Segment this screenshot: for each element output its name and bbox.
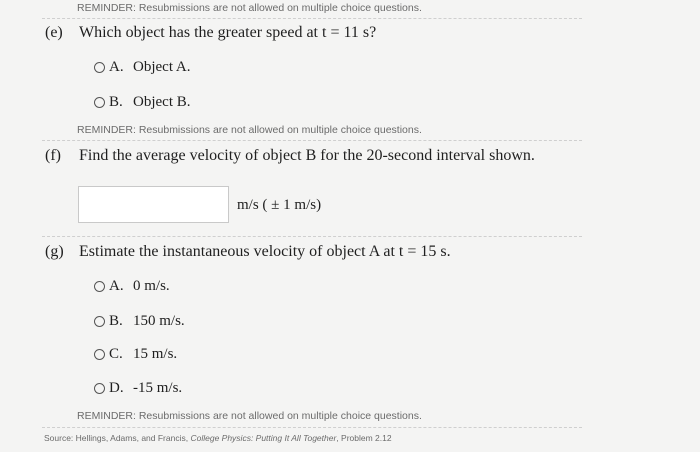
radio-button-icon[interactable] (94, 97, 105, 108)
option-label: -15 m/s. (133, 380, 183, 396)
question-e (45, 24, 376, 42)
radio-button-icon[interactable] (94, 281, 105, 292)
option-label: 150 m/s. (133, 313, 185, 329)
divider (42, 18, 582, 19)
question-e-option-a[interactable] (94, 59, 191, 76)
answer-input[interactable] (78, 186, 229, 223)
divider (42, 140, 582, 141)
option-label: Object B. (133, 94, 191, 110)
radio-button-icon[interactable] (94, 316, 105, 327)
radio-button-icon[interactable] (94, 349, 105, 360)
question-e-text: Which object has the greater speed at t = 11 s? (79, 24, 377, 41)
question-g-option-a[interactable] (94, 278, 170, 295)
question-g-option-b[interactable] (94, 313, 185, 330)
option-letter: B. (109, 94, 123, 110)
question-e-letter: (e) (45, 24, 63, 41)
question-f-letter: (f) (45, 147, 61, 164)
divider (42, 427, 582, 428)
source-suffix: , Problem 2.12 (336, 433, 392, 443)
question-g (45, 243, 451, 261)
option-letter: B. (109, 313, 123, 329)
source-citation (44, 433, 392, 443)
question-g-option-d[interactable] (94, 380, 182, 397)
question-e-option-b[interactable] (94, 94, 191, 111)
option-letter: A. (109, 278, 124, 294)
reminder-text-bottom: REMINDER: Resubmissions are not allowed on multiple choice questions. (77, 410, 422, 422)
reminder-text-top: REMINDER: Resubmissions are not allowed on multiple choice questions. (77, 2, 422, 14)
option-label: Object A. (133, 59, 191, 75)
option-label: 15 m/s. (133, 346, 178, 362)
radio-button-icon[interactable] (94, 62, 105, 73)
divider (42, 236, 582, 237)
option-letter: A. (109, 59, 124, 75)
option-letter: D. (109, 380, 124, 396)
question-g-option-c[interactable] (94, 346, 177, 363)
question-g-text: Estimate the instantaneous velocity of object A at t = 15 s. (79, 243, 451, 260)
answer-unit: m/s ( ± 1 m/s) (237, 197, 322, 213)
question-g-letter: (g) (45, 243, 64, 260)
question-f (45, 147, 535, 165)
source-title: College Physics: Putting It All Together (190, 433, 337, 443)
source-prefix: Source: Hellings, Adams, and Francis, (44, 433, 191, 443)
radio-button-icon[interactable] (94, 383, 105, 394)
reminder-text-middle: REMINDER: Resubmissions are not allowed on multiple choice questions. (77, 124, 422, 136)
option-label: 0 m/s. (133, 278, 170, 294)
question-f-text: Find the average velocity of object B for the 20-second interval shown. (79, 147, 535, 164)
option-letter: C. (109, 346, 123, 362)
